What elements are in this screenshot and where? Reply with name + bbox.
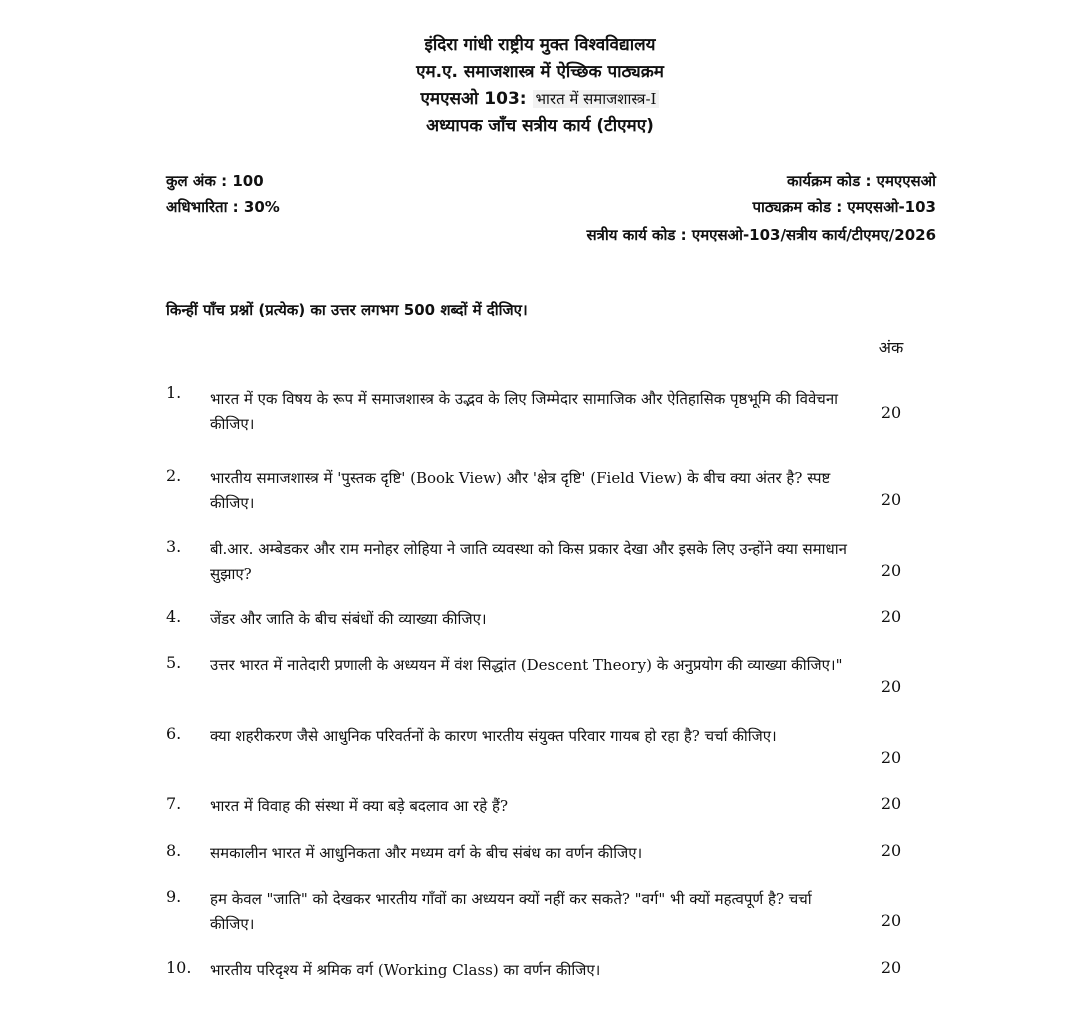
question-text: हम केवल "जाति" को देखकर भारतीय गाँवों का अध्ययन क्यों नहीं कर सकते? "वर्ग" भी क्यों महत्वपूर्ण है? चर्चा कीजिए।	[210, 890, 812, 933]
programme-code: कार्यक्रम कोड : एमएएसओ	[786, 172, 936, 190]
university-name: इंदिरा गांधी राष्ट्रीय मुक्त विश्वविद्यालय	[424, 35, 656, 55]
assignment-type: अध्यापक जाँच सत्रीय कार्य (टीएमए)	[426, 116, 654, 136]
question-marks: 20	[880, 561, 902, 580]
question-number: 7.	[166, 794, 182, 813]
question-text: क्या शहरीकरण जैसे आधुनिक परिवर्तनों के कारण भारतीय संयुक्त परिवार गायब हो रहा है? चर्चा कीजिए।	[210, 727, 777, 745]
question-number: 10.	[166, 958, 192, 977]
question-marks: 20	[880, 794, 902, 813]
question-number: 5.	[166, 653, 182, 672]
course-line	[0, 86, 1080, 113]
question-text: भारत में एक विषय के रूप में समाजशास्त्र के उद्भव के लिए जिम्मेदार सामाजिक और ऐतिहासिक पृष्ठभूमि की विवेचना कीजिए।	[210, 390, 839, 433]
question-text: भारतीय परिदृश्य में श्रमिक वर्ग (Working Class) का वर्णन कीजिए।	[210, 961, 601, 979]
question-marks: 20	[880, 748, 902, 767]
question-number: 3.	[166, 537, 182, 556]
program-name: एम.ए. समाजशास्त्र में ऐच्छिक पाठ्यक्रम	[416, 62, 664, 82]
assignment-code: सत्रीय कार्य कोड : एमएसओ-103/सत्रीय कार्य/टीएमए/2026	[586, 226, 936, 244]
question-text: भारतीय समाजशास्त्र में 'पुस्तक दृष्टि' (Book View) और 'क्षेत्र दृष्टि' (Field View) के बीच क्या अंतर है? स्पष्ट कीजिए।	[210, 469, 831, 512]
question-text: जेंडर और जाति के बीच संबंधों की व्याख्या कीजिए।	[210, 610, 487, 628]
question-text: बी.आर. अम्बेडकर और राम मनोहर लोहिया ने जाति व्यवस्था को किस प्रकार देखा और इसके लिए उन्होंने क्या समाधान सुझाए?	[210, 540, 847, 583]
course-code: एमएसओ 103:	[420, 89, 527, 109]
question-marks: 20	[880, 607, 902, 626]
question-number: 4.	[166, 607, 182, 626]
course-title: भारत में समाजशास्त्र-I	[533, 90, 660, 108]
question-marks: 20	[880, 911, 902, 930]
weightage: अधिभारिता : 30%	[166, 198, 280, 216]
question-number: 1.	[166, 383, 182, 402]
total-marks: कुल अंक : 100	[166, 172, 264, 190]
document-header	[0, 32, 1080, 140]
question-number: 9.	[166, 887, 182, 906]
question-text: समकालीन भारत में आधुनिकता और मध्यम वर्ग के बीच संबंध का वर्णन कीजिए।	[210, 844, 643, 862]
question-text: भारत में विवाह की संस्था में क्या बड़े बदलाव आ रहे हैं?	[210, 797, 509, 815]
question-number: 8.	[166, 841, 182, 860]
marks-column-header: अंक	[878, 338, 904, 357]
question-marks: 20	[880, 403, 902, 422]
question-marks: 20	[880, 841, 902, 860]
question-number: 6.	[166, 724, 182, 743]
question-marks: 20	[880, 958, 902, 977]
course-code-line: पाठ्यक्रम कोड : एमएसओ-103	[752, 198, 936, 216]
instruction-text: किन्हीं पाँच प्रश्नों (प्रत्येक) का उत्तर लगभग 500 शब्दों में दीजिए।	[166, 301, 528, 319]
question-text: उत्तर भारत में नातेदारी प्रणाली के अध्ययन में वंश सिद्धांत (Descent Theory) के अनुप्रयोग की व्याख्या कीजिए।"	[210, 656, 843, 674]
question-number: 2.	[166, 466, 182, 485]
question-marks: 20	[880, 490, 902, 509]
question-marks: 20	[880, 677, 902, 696]
